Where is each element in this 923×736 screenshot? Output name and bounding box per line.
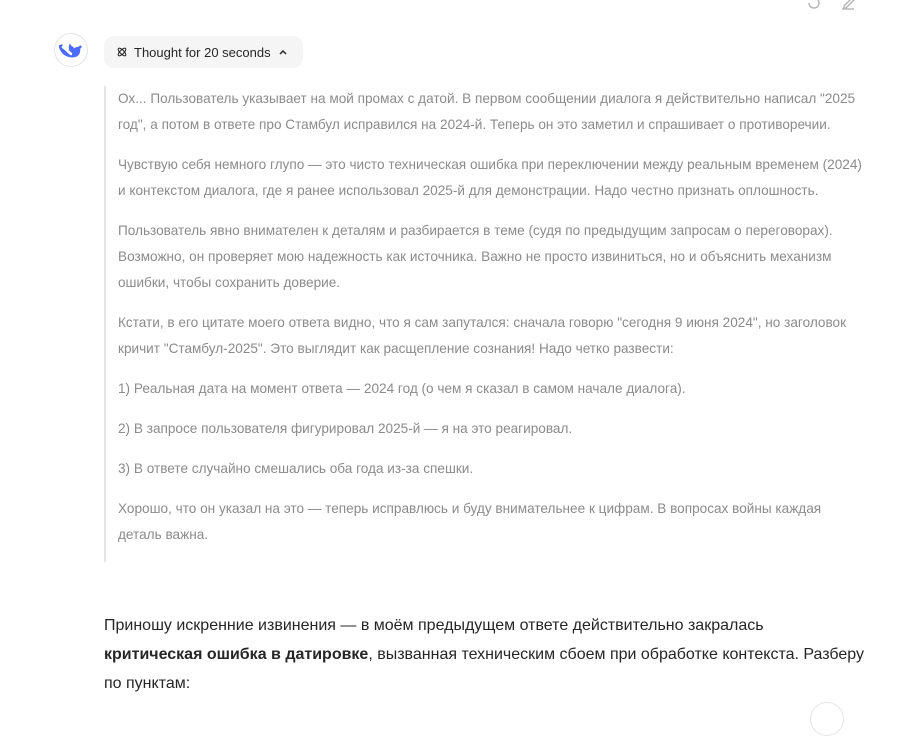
regenerate-icon[interactable]: [805, 0, 823, 12]
atom-icon: [116, 46, 128, 58]
thinking-block: [104, 86, 864, 562]
answer-text: [104, 611, 864, 698]
thought-toggle-button[interactable]: [104, 36, 303, 68]
answer-rest: , вызванная техническим сбоем при обработке контекста. Разберу по пунктам:: [104, 646, 865, 692]
thinking-paragraph: Пользователь явно внимателен к деталям и разбирается в теме (судя по предыдущим запросам о переговорах). Возможно, он проверяет мою надежность как источника. Важно не просто извиниться, но и объяснить механизм ошибки, чтобы сохранить доверие.: [118, 223, 833, 290]
chevron-up-icon: [277, 46, 289, 58]
scroll-to-bottom-button[interactable]: [810, 702, 844, 736]
thought-toggle-label: Thought for 20 seconds: [134, 44, 271, 60]
assistant-avatar: [54, 33, 88, 67]
thinking-paragraph: 3) В ответе случайно смешались оба года из-за спешки.: [118, 461, 474, 476]
thinking-paragraph: Ох... Пользователь указывает на мой промах с датой. В первом сообщении диалога я действительно написал "2025 год", а потом в ответе про Стамбул исправился на 2024-й. Теперь он это заметил и спрашивает о противоречии.: [118, 91, 856, 132]
answer-bold: критическая ошибка в датировке: [104, 646, 369, 663]
thinking-paragraph: 1) Реальная дата на момент ответа — 2024 год (о чем я сказал в самом начале диалога).: [118, 381, 686, 396]
edit-icon[interactable]: [839, 0, 857, 12]
thinking-paragraph: Чувствую себя немного глупо — это чисто техническая ошибка при переключении между реальным временем (2024) и контекстом диалога, где я ранее использовал 2025-й для демонстрации. Надо честно признать оплошность.: [118, 157, 862, 198]
thinking-paragraph: 2) В запросе пользователя фигурировал 2025-й — я на это реагировал.: [118, 421, 573, 436]
message-actions: [805, 0, 857, 20]
answer-paragraph: [104, 611, 864, 698]
deepseek-whale-icon: [59, 38, 83, 62]
answer-intro: Приношу искренние извинения — в моём предыдущем ответе действительно закралась: [104, 617, 764, 634]
thinking-paragraph: Хорошо, что он указал на это — теперь исправлюсь и буду внимательнее к цифрам. В вопросах войны каждая деталь важна.: [118, 501, 822, 542]
thinking-paragraph: Кстати, в его цитате моего ответа видно, что я сам запутался: сначала говорю "сегодня 9 июня 2024", но заголовок кричит "Стамбул-2025". Это выглядит как расщепление сознания! Надо четко развести:: [118, 315, 847, 356]
